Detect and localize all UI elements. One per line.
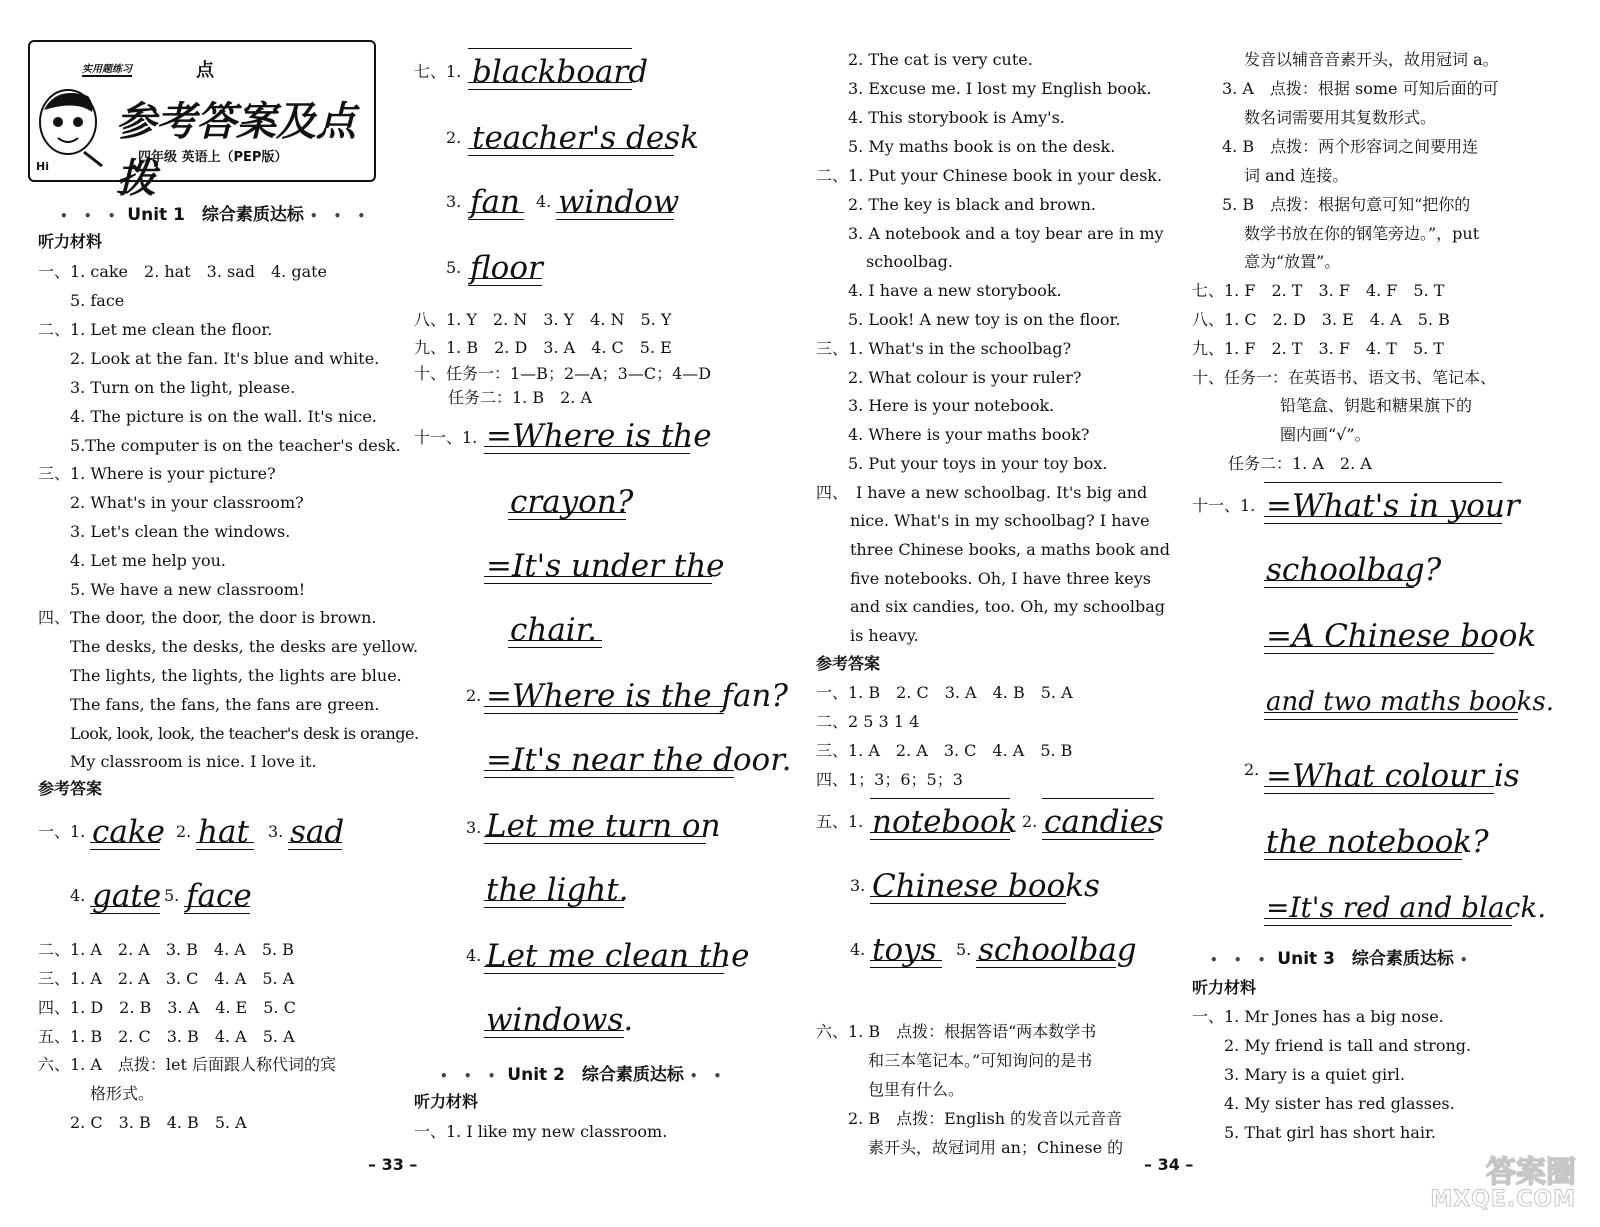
handwritten-answer: crayon? (510, 484, 634, 520)
listening-line: 二、1. Put your Chinese book in your desk. (816, 166, 1163, 185)
page-number: – 33 – (368, 1155, 418, 1174)
listening-1-line: 5. face (70, 291, 125, 310)
handwritten-answer: the light. (486, 872, 629, 908)
answer-line: 九、1. F 2. T 3. F 4. T 5. T (1192, 339, 1444, 358)
answer-number: 七、1. (414, 62, 462, 81)
answers-label: 参考答案 (816, 654, 881, 673)
unit3-listening-line: 3. Mary is a quiet girl. (1224, 1065, 1405, 1084)
listening-line: 5. My maths book is on the desk. (848, 137, 1116, 156)
mascot-label: Hi (36, 160, 49, 173)
handwritten-answer: windows. (486, 1002, 634, 1038)
handwritten-answer: teacher's desk (472, 120, 699, 156)
answer-line: 3. A 点拨：根据 some 可知后面的可 (1222, 79, 1499, 98)
handwritten-answer: blackboard (472, 54, 649, 90)
answer-number: 4. (536, 192, 552, 211)
handwritten-answer: =What's in your (1266, 488, 1520, 524)
page-number: – 34 – (1144, 1155, 1194, 1174)
answer-6-line: 和三本笔记本。”可知询问的是书 (868, 1051, 1093, 1070)
answer-header-box (28, 40, 376, 202)
answer-line: 二、2 5 3 1 4 (816, 712, 920, 731)
handwritten-answer: schoolbag (978, 932, 1137, 968)
answer-number: 3. (446, 192, 462, 211)
listening-line: schoolbag. (866, 252, 953, 271)
listening-line: 3. Excuse me. I lost my English book. (848, 79, 1152, 98)
handwritten-answer: notebook (872, 804, 1018, 840)
listening-3-line: 三、1. Where is your picture? (38, 464, 276, 483)
answer-number: 4. (70, 886, 86, 905)
answer-8-line: 八、1. Y 2. N 3. Y 4. N 5. Y (414, 310, 672, 329)
handwritten-answer: face (186, 878, 252, 914)
listening-2-line: 3. Turn on the light, please. (70, 378, 296, 397)
answer-line: 铅笔盒、钥匙和糖果旗下的 (1280, 396, 1473, 415)
answer-line: 四、1；3；6；5；3 (816, 770, 963, 789)
listening-4-line: Look, look, look, the teacher's desk is orange. (70, 724, 419, 743)
handwritten-answer: Let me clean the (486, 938, 750, 974)
answer-number: 五、1. (816, 812, 864, 831)
unit2-title-text: Unit 2 综合素质达标 (507, 1065, 684, 1085)
listening-line: 3. A notebook and a toy bear are in my (848, 224, 1164, 243)
answer-6-line: 2. B 点拨：English 的发音以元音音 (848, 1109, 1123, 1128)
handwritten-answer: Let me turn on (486, 808, 721, 844)
unit3-listening-line: 2. My friend is tall and strong. (1224, 1036, 1472, 1055)
handwritten-answer: chair. (510, 612, 597, 648)
answer-3-line: 三、1. A 2. A 3. C 4. A 5. A (38, 969, 295, 988)
answer-line: 圈内画“√”。 (1280, 425, 1371, 444)
answer-number: 十一、1. (1192, 496, 1256, 515)
answer-number: 4. (850, 940, 866, 959)
handwritten-answer: gate (92, 878, 162, 914)
answer-line: 发音以辅音音素开头，故用冠词 a。 (1244, 50, 1499, 69)
answer-6-line: 包里有什么。 (868, 1080, 965, 1099)
answer-number: 一、1. (38, 822, 86, 841)
answer-number: 2. (1244, 760, 1260, 779)
listening-line: and six candies, too. Oh, my schoolbag (850, 597, 1165, 616)
unit2-title: • • • Unit 2 综合素质达标 • • (440, 1065, 728, 1085)
answer-6-line: 格形式。 (90, 1084, 155, 1103)
answer-number: 5. (446, 258, 462, 277)
answer-number: 5. (956, 940, 972, 959)
handwritten-answer: =It's near the door. (486, 742, 792, 778)
answer-10-line: 任务二：1. B 2. A (448, 388, 593, 407)
answer-number: 3. (268, 822, 284, 841)
handwritten-answer: cake (92, 814, 165, 850)
answer-6-line: 素开头，故冠词用 an；Chinese 的 (868, 1138, 1124, 1157)
unit3-listening-line: 5. That girl has short hair. (1224, 1123, 1436, 1142)
answer-5-line: 五、1. B 2. C 3. B 4. A 5. A (38, 1027, 295, 1046)
answer-number: 2. (466, 686, 482, 705)
handwritten-answer: =What colour is (1266, 758, 1520, 794)
answer-10-line: 十、任务一：1—B；2—A；3—C；4—D (414, 364, 712, 383)
listening-line: nice. What's in my schoolbag? I have (850, 511, 1150, 530)
unit3-listening-line: 一、1. Mr Jones has a big nose. (1192, 1007, 1444, 1026)
answer-line: 4. B 点拨：两个形容词之间要用连 (1222, 137, 1479, 156)
listening-line: 4. Where is your maths book? (848, 425, 1090, 444)
handwritten-answer: =Where is the fan? (486, 678, 789, 714)
unit3-listening-label: 听力材料 (1192, 978, 1257, 997)
answer-4-line: 四、1. D 2. B 3. A 4. E 5. C (38, 998, 296, 1017)
answer-number: 4. (466, 946, 482, 965)
listening-3-line: 5. We have a new classroom! (70, 580, 306, 599)
answer-line: 任务二：1. A 2. A (1228, 454, 1372, 473)
listening-2-line: 2. Look at the fan. It's blue and white. (70, 349, 380, 368)
answer-line: 七、1. F 2. T 3. F 4. F 5. T (1192, 281, 1445, 300)
answer-number: 3. (466, 818, 482, 837)
handwritten-answer: =A Chinese book (1266, 618, 1537, 654)
answer-line: 数名词需要用其复数形式。 (1244, 108, 1437, 127)
handwritten-answer: fan (470, 184, 520, 220)
listening-label: 听力材料 (38, 232, 103, 251)
listening-4-line: My classroom is nice. I love it. (70, 752, 317, 771)
handwritten-answer: schoolbag? (1266, 552, 1442, 588)
unit3-title-text: Unit 3 综合素质达标 (1277, 949, 1454, 969)
watermark (1390, 1147, 1580, 1217)
answer-6-line: 六、1. A 点拨：let 后面跟人称代词的宾 (38, 1055, 337, 1074)
listening-line: 2. The cat is very cute. (848, 50, 1033, 69)
handwritten-answer: =Where is the (486, 418, 712, 454)
handwritten-answer: floor (470, 250, 543, 286)
page-34 (800, 0, 1600, 1227)
unit2-listening-line: 一、1. I like my new classroom. (414, 1122, 668, 1141)
answer-line: 八、1. C 2. D 3. E 4. A 5. B (1192, 310, 1450, 329)
unit1-title-text: Unit 1 综合素质达标 (127, 205, 304, 225)
listening-4-line: The lights, the lights, the lights are blue. (70, 666, 402, 685)
handwritten-answer: window (558, 184, 680, 220)
answer-number: 十一、1. (414, 428, 478, 447)
handwritten-answer: toys (872, 932, 937, 968)
listening-line: 三、1. What's in the schoolbag? (816, 339, 1072, 358)
answer-title: 参考答案及点拨 (116, 98, 356, 202)
unit3-title: • • • Unit 3 综合素质达标 • (1210, 949, 1474, 969)
listening-3-line: 2. What's in your classroom? (70, 493, 304, 512)
listening-3-line: 3. Let's clean the windows. (70, 522, 291, 541)
listening-line: 3. Here is your notebook. (848, 396, 1055, 415)
answer-line: 十、任务一：在英语书、语文书、笔记本、 (1192, 368, 1497, 387)
answer-line: 意为“放置”。 (1244, 252, 1341, 271)
listening-2-line: 5.The computer is on the teacher's desk. (70, 436, 401, 455)
listening-line: 2. The key is black and brown. (848, 195, 1097, 214)
handwritten-answer: =It's red and black. (1266, 891, 1547, 924)
listening-4-line: The fans, the fans, the fans are green. (70, 695, 380, 714)
listening-line: 4. This storybook is Amy's. (848, 108, 1065, 127)
brand-mark: 点 (196, 60, 214, 81)
listening-line: 四、 I have a new schoolbag. It's big and (816, 483, 1148, 502)
handwritten-answer: the notebook? (1266, 824, 1489, 860)
answer-number: 5. (164, 886, 180, 905)
handwritten-answer: sad (290, 814, 345, 850)
brand-small: 实用题练习 (82, 60, 132, 77)
watermark-url: MXQE.COM (1430, 1187, 1576, 1212)
answer-line: 5. B 点拨：根据句意可知“把你的 (1222, 195, 1471, 214)
listening-4-line: The desks, the desks, the desks are yellow. (70, 637, 419, 656)
answer-9-line: 九、1. B 2. D 3. A 4. C 5. E (414, 338, 672, 357)
answer-number: 2. (446, 128, 462, 147)
listening-line: 5. Look! A new toy is on the floor. (848, 310, 1121, 329)
listening-2-line: 4. The picture is on the wall. It's nice. (70, 407, 377, 426)
listening-line: 2. What colour is your ruler? (848, 368, 1082, 387)
answer-6-line: 2. C 3. B 4. B 5. A (70, 1113, 247, 1132)
grade-subtitle: 四年级 英语上（PEP版） (138, 150, 288, 165)
handwritten-answer: Chinese books (872, 868, 1100, 904)
answer-line: 词 and 连接。 (1244, 166, 1349, 185)
watermark-logo: 答案圈 (1486, 1155, 1576, 1190)
answer-number: 2. (1022, 812, 1038, 831)
handwritten-answer: hat (198, 814, 249, 850)
listening-line: three Chinese books, a maths book and (850, 540, 1170, 559)
answer-number: 3. (850, 876, 866, 895)
listening-line: 5. Put your toys in your toy box. (848, 454, 1108, 473)
answer-line: 三、1. A 2. A 3. C 4. A 5. B (816, 741, 1073, 760)
unit2-listening-label: 听力材料 (414, 1092, 479, 1111)
answer-line: 一、1. B 2. C 3. A 4. B 5. A (816, 683, 1073, 702)
handwritten-answer: candies (1044, 804, 1164, 840)
answers-label: 参考答案 (38, 779, 103, 798)
answer-line: 数学书放在你的钢笔旁边。”，put (1244, 224, 1480, 243)
listening-line: 4. I have a new storybook. (848, 281, 1062, 300)
answer-6-line: 六、1. B 点拨：根据答语“两本数学书 (816, 1022, 1097, 1041)
handwritten-answer: =It's under the (486, 548, 725, 584)
listening-2-line: 二、1. Let me clean the floor. (38, 320, 273, 339)
listening-line: is heavy. (850, 626, 919, 645)
listening-4-line: 四、The door, the door, the door is brown. (38, 608, 377, 627)
handwritten-answer: and two maths books. (1266, 687, 1555, 717)
listening-1-line: 一、1. cake 2. hat 3. sad 4. gate (38, 262, 328, 281)
unit1-title: • • • Unit 1 综合素质达标 • • • (60, 205, 372, 225)
answer-2-line: 二、1. A 2. A 3. B 4. A 5. B (38, 940, 294, 959)
listening-line: five notebooks. Oh, I have three keys (850, 569, 1151, 588)
listening-3-line: 4. Let me help you. (70, 551, 226, 570)
answer-number: 2. (176, 822, 192, 841)
unit3-listening-line: 4. My sister has red glasses. (1224, 1094, 1455, 1113)
